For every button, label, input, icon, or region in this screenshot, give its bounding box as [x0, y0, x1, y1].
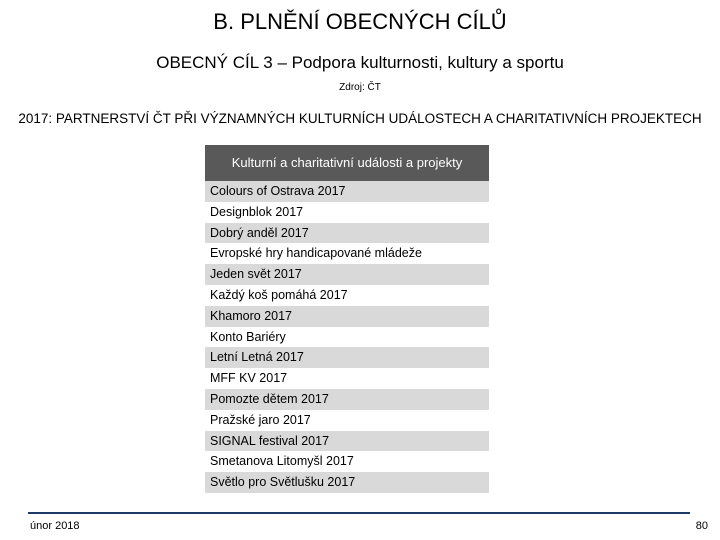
table-row: SIGNAL festival 2017 [205, 431, 489, 452]
table-row: Pomozte dětem 2017 [205, 389, 489, 410]
page-number: 80 [695, 520, 708, 532]
table-row: Evropské hry handicapované mládeže [205, 243, 489, 264]
table-row: Colours of Ostrava 2017 [205, 181, 489, 202]
table-row: Pražské jaro 2017 [205, 410, 489, 431]
slide-title: B. PLNĚNÍ OBECNÝCH CÍLŮ [213, 9, 507, 34]
table-header: Kulturní a charitativní události a projekty [205, 145, 489, 181]
table-row: Designblok 2017 [205, 202, 489, 223]
footer-date: únor 2018 [30, 520, 80, 532]
table-row: Khamoro 2017 [205, 306, 489, 327]
table-row: Konto Bariéry [205, 327, 489, 348]
table-row: Dobrý anděl 2017 [205, 223, 489, 244]
table-row: MFF KV 2017 [205, 368, 489, 389]
table-row: Smetanova Litomyšl 2017 [205, 451, 489, 472]
section-heading: 2017: PARTNERSTVÍ ČT PŘI VÝZNAMNÝCH KULTURNÍCH UDÁLOSTECH A CHARITATIVNÍCH PROJEKTECH [18, 111, 702, 126]
source-note: Zdroj: ČT [339, 82, 381, 93]
table-row: Každý koš pomáhá 2017 [205, 285, 489, 306]
footer-divider [28, 512, 690, 514]
table-row: Jeden svět 2017 [205, 264, 489, 285]
table-row: Světlo pro Světlušku 2017 [205, 472, 489, 493]
table-row: Letní Letná 2017 [205, 347, 489, 368]
slide-subtitle: OBECNÝ CÍL 3 – Podpora kulturnosti, kultury a sportu [156, 53, 564, 72]
events-table [205, 145, 489, 493]
